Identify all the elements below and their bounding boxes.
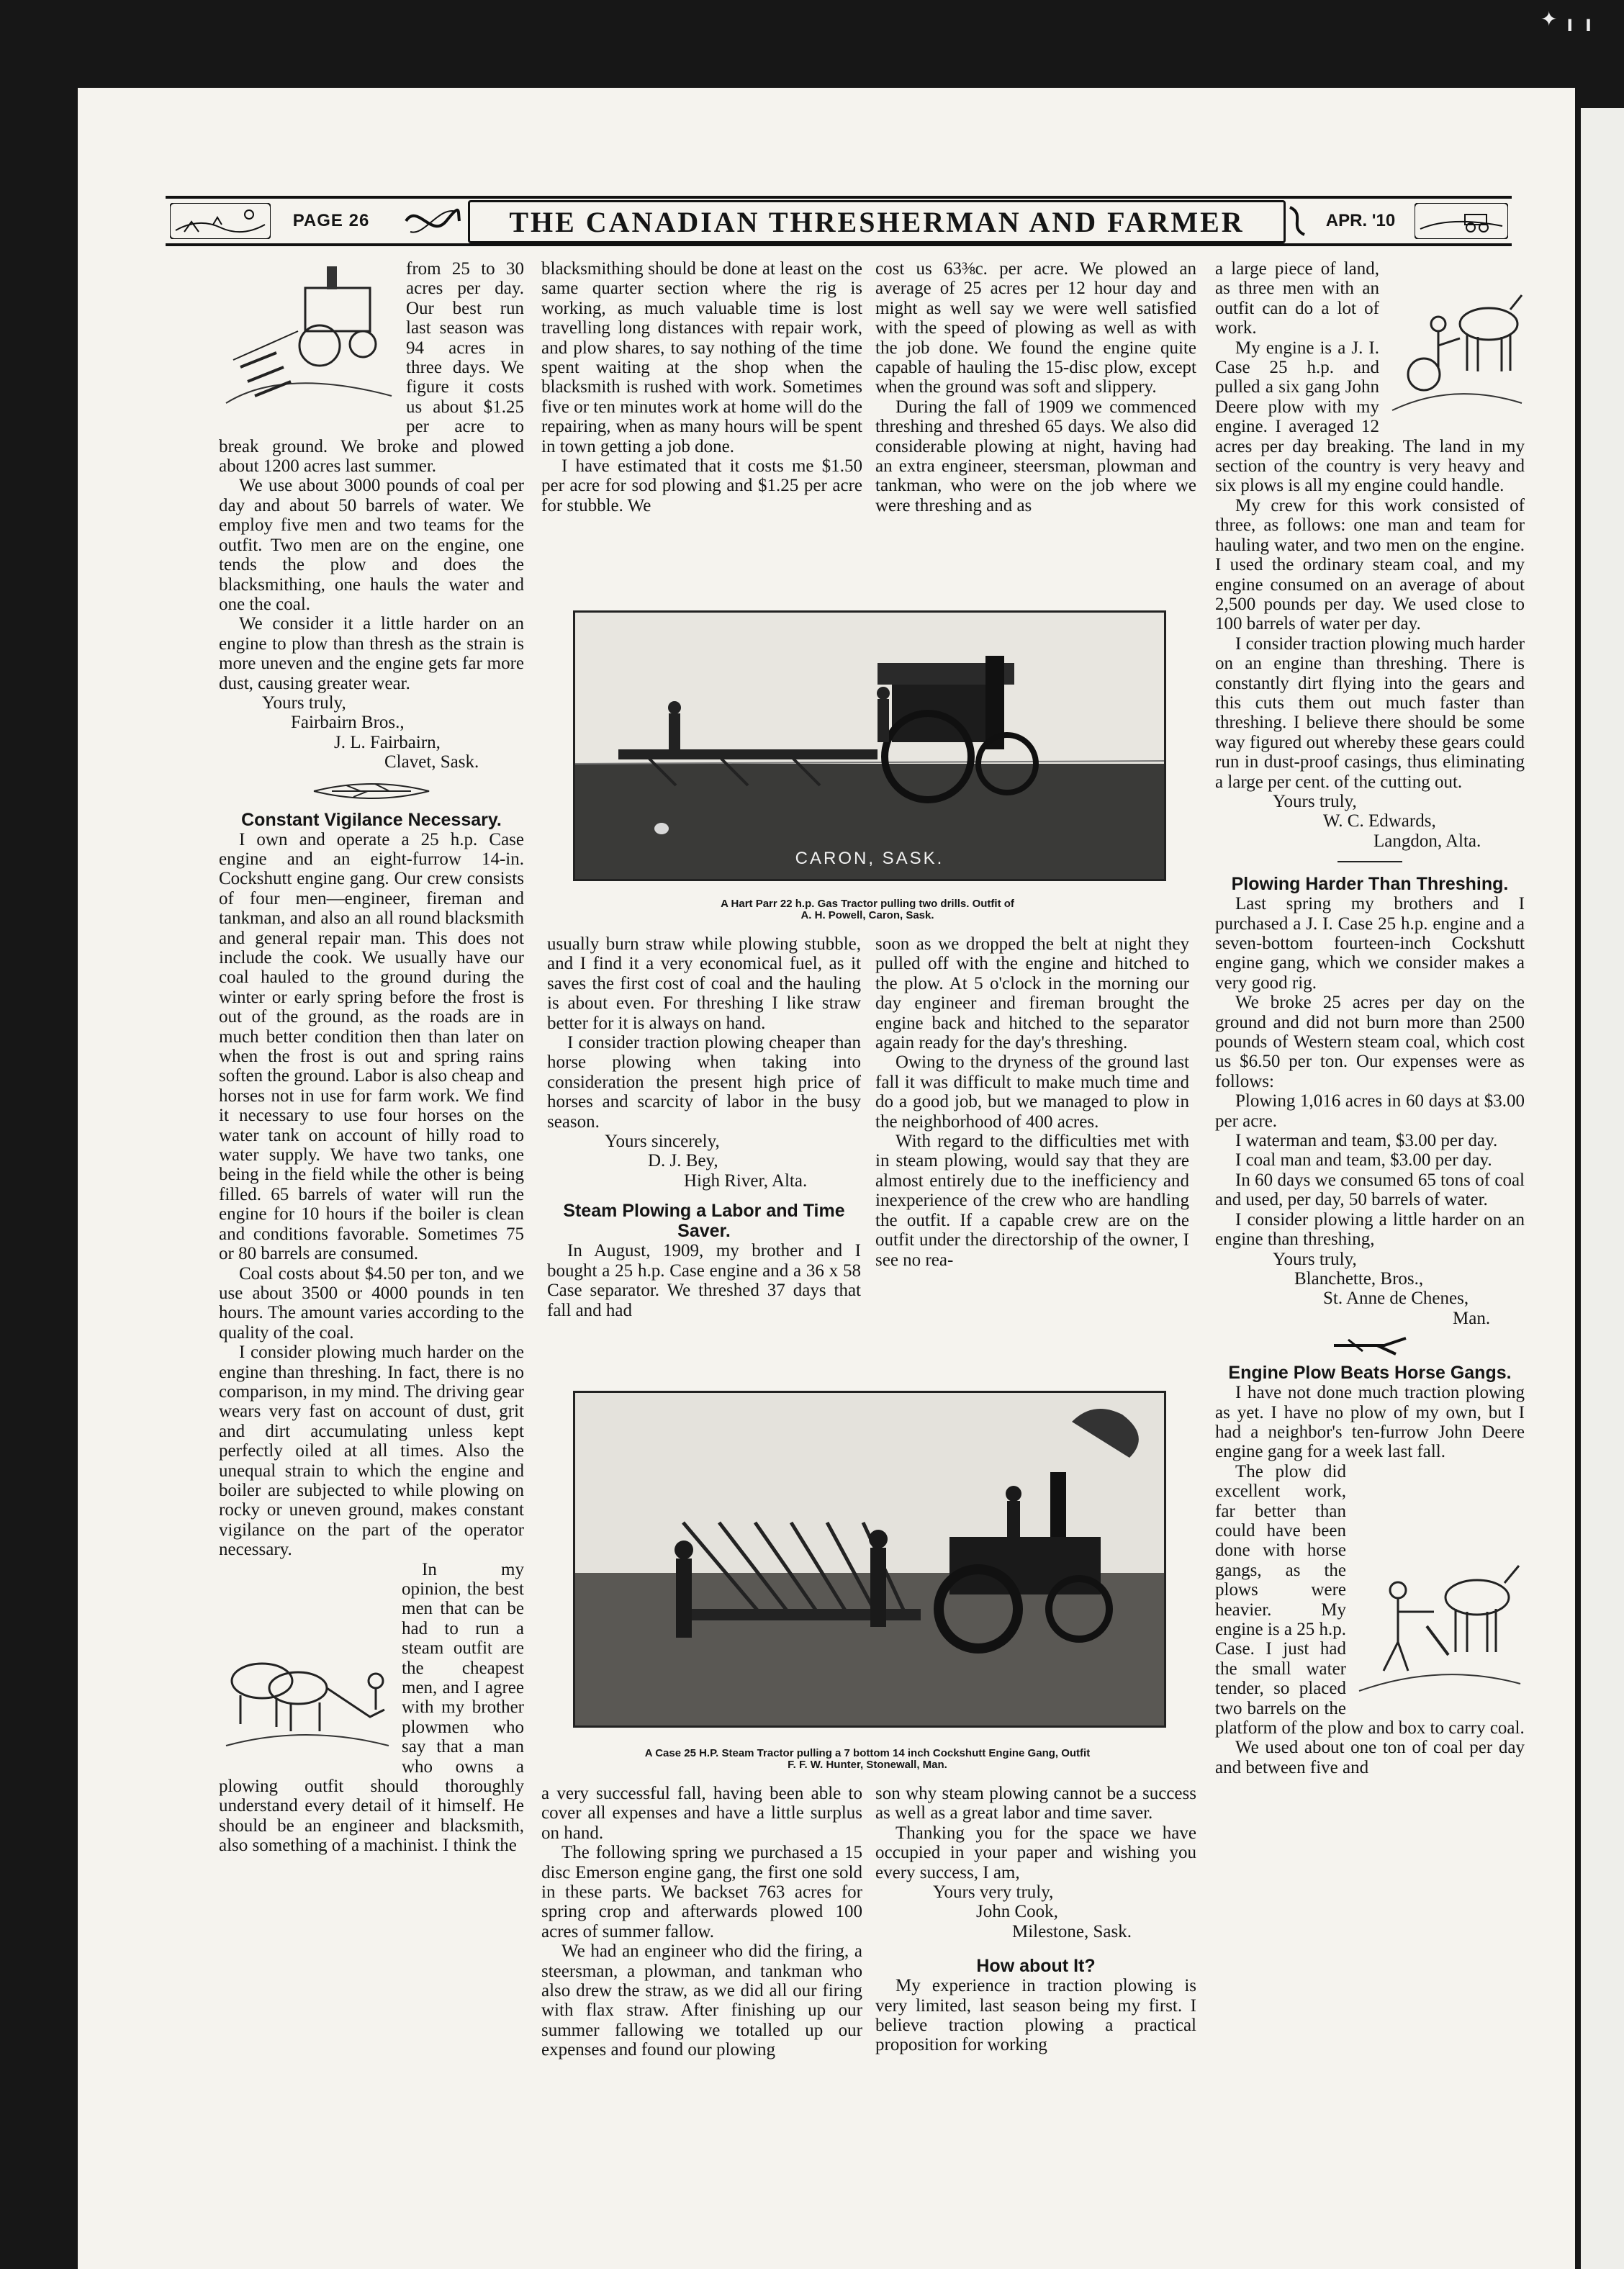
page-header-banner [166,196,1512,246]
horse-plow-sketch [219,1638,393,1759]
col4-p14: We used about one ton of coal per day and between five and [1215,1738,1525,1777]
col2-bot-p1: a very successful fall, having been able to cover all expenses and have a little surplus on hand. [541,1784,862,1843]
col2-top-p1: blacksmithing should be done at least on the same quarter section where the rig is working, as much valuable time is lost travelling long distances with repair work, and plow shares, to say nothing of the time spent waiting at the shop when the blacksmith is rushed with work. Sometimes five or ten minutes work at home will do the repairing, when as many hours will be spent in town getting a job done. [541,259,862,456]
heading-engine-plow-beats: Engine Plow Beats Horse Gangs. [1228,1363,1512,1384]
col3-bot-signature-1: Yours very truly, [933,1882,1054,1903]
col4-signature-4: Yours truly, [1273,1249,1357,1269]
col4-divider-rule [1337,861,1402,862]
col4-p12: I have not done much traction plowing as yet. I have no plow of my own, but I had a neighbor's ten-furrow John Deere engine gang for a week last fall. [1215,1383,1525,1462]
col4-p7: Plowing 1,016 acres in 60 days at $3.00 per acre. [1215,1091,1525,1131]
column-4 [1215,259,1525,2160]
col2-top-p2: I have estimated that it costs me $1.50 per acre for sod plowing and $1.25 per acre for stubble. We [541,456,862,515]
col1-p7-text: In my opinion, the best men that can be had to run a steam outfit are the cheapest men, and I agree with my brother plowmen who say that a man who owns a plowing outfit should thoroughly understand every detail of it himself. He should be an engineer and blacksmith, also something of a machinist. I think the [219,1559,524,1856]
col2-mid-signature-1: Yours sincerely, [605,1132,720,1152]
col1-signature-2: Fairbairn Bros., [291,713,405,733]
header-left-farm-vignette [170,203,271,239]
col4-p11: I consider plowing a little harder on an engine than threshing, [1215,1209,1525,1250]
wheat-divider-ornament [310,777,433,806]
col2-bot-p2: The following spring we purchased a 15 disc Emerson engine gang, the first one sold in these parts. We backset 763 acres for spring crop and afterwards plowed 100 acres of summer fallow. [541,1843,862,1941]
col4-p1: a large piece of land, as three men with an outfit can do a lot of work. [1215,259,1379,338]
col1-p7 [219,1560,524,1856]
steam-plow-sketch [219,259,397,423]
col2-mid-p3: In August, 1909, my brother and I bought a 25 h.p. Case engine and a 36 x 58 Case separator. We threshed 37 days that fall and had [547,1241,861,1320]
col4-p5: Last spring my brothers and I purchased a J. I. Case 25 h.p. engine and a seven-bottom fourteen-inch Cockshutt engine gang, which we consider makes a very good rig. [1215,894,1525,993]
col1-p5: Coal costs about $4.50 per ton, and we use about 3500 or 4000 pounds in ten hours. The amount varies according to the quality of the coal. [219,1263,524,1343]
col3-mid-p3: With regard to the difficulties met with in steam plowing, would say that they are almost entirely due to the inefficiency and inexperience of the crew who are handling the outfit. If a capable crew are on the outfit under the directorship of the owner, I see no rea- [875,1132,1189,1270]
col4-signature-3: Langdon, Alta. [1373,831,1481,851]
heading-steam-plowing: Steam Plowing a Labor and Time Saver. [563,1201,845,1242]
col4-p9: I coal man and team, $3.00 per day. [1235,1150,1492,1170]
col2-mid-signature-2: D. J. Bey, [648,1151,718,1171]
col4-p13 [1215,1462,1525,1738]
adjacent-page-edge [1581,108,1624,2269]
col4-p13-text: The plow did excellent work, far better than could have been done with horse gangs, as the plows were heavier. My engine is a 25 h.p. Case. I just had the small water tender, so placed two barrels on the platform of the plow and box to carry coal. [1215,1461,1525,1738]
col4-signature-5: Blanchette, Bros., [1294,1268,1424,1289]
farmer-horse-plow-sketch [1355,1540,1525,1701]
horse-team-plow-sketch [1388,259,1525,423]
header-right-farm-vignette [1415,203,1508,239]
col3-top-p2: During the fall of 1909 we commenced threshing and threshed 65 days. We also did considerable plowing at night, having had an extra engineer, steersman, plowman and tankman, who were on the job where we were threshing and as [875,397,1196,515]
col1-signature-3: J. L. Fairbairn, [334,732,441,752]
column-2-bottom [541,1784,862,2115]
col4-signature-2: W. C. Edwards, [1323,811,1436,831]
col1-p1: from 25 to 30 acres per day. Our best run last season was 94 acres in three days. We figure it costs us about $1.25 per acre to break ground. We broke and plowed about 1200 acres last summer. [219,259,524,477]
col3-bot-p1: son why steam plowing cannot be a success as well as a great labor and time saver. [875,1784,1196,1823]
header-left-scroll-ornament [403,203,461,239]
col3-bot-signature-2: John Cook, [976,1902,1058,1922]
photo1-caption-line2: A. H. Powell, Caron, Sask. [800,909,934,921]
col4-p2: My engine is a J. I. Case 25 h.p. and pulled a six gang John Deere plow with my engine. I averaged 12 acres per day breaking. The land in my section of the country is very heavy and six plows is all my engine could handle. [1215,338,1525,496]
col3-bot-signature-3: Milestone, Sask. [1012,1921,1132,1941]
photo-case-steam-tractor [573,1391,1166,1728]
col4-signature-7: Man. [1453,1308,1491,1328]
tractor-photo-illustration [575,613,1164,879]
col4-p6: We broke 25 acres per day on the ground and did not burn more than 2500 pounds of Western steam coal, which cost us $6.50 per ton. Our expenses were as follows: [1215,993,1525,1091]
photo-hart-parr-tractor [573,610,1166,881]
col3-mid-p2: Owing to the dryness of the ground last fall it was difficult to make much time and do a good job, but we managed to plow in the neighborhood of 400 acres. [875,1052,1189,1132]
page-number-label: PAGE 26 [292,211,370,230]
column-2-top [541,259,862,590]
col1-p3: We consider it a little harder on an engine to plow than thresh as the strain is more uneven and the engine gets far more dust, causing greater wear. [219,614,524,693]
column-3-top [875,259,1196,590]
col2-mid-p2: I consider traction plowing cheaper than horse plowing when taking into consideration the present high price of horses and scarcity of labor in the busy season. [547,1033,861,1132]
col1-p6: I consider plowing much harder on the engine than threshing. In fact, there is no comparison, in my mind. The driving gear wears very fast on account of dust, grit and dirt accumulating unless kept perfectly oiled at all times. Also the unequal strain to which the engine and boiler are subjected to while plowing on rocky or uneven ground, makes constant vigilance on the part of the operator necessary. [219,1343,524,1560]
col1-p2: We use about 3000 pounds of coal per day and about 50 barrels of water. We employ five men and two teams for the outfit. Two men are on the engine, one tends the plow and does the blacksmithing, one hauls the water and one the coal. [219,476,524,614]
photo1-caption-line1: A Hart Parr 22 h.p. Gas Tractor pulling two drills. Outfit of [721,898,1014,910]
steam-tractor-photo-illustration [575,1393,1164,1726]
col4-signature-6: St. Anne de Chenes, [1323,1289,1469,1309]
col4-signature-1: Yours truly, [1273,791,1357,811]
col3-bot-p3: My experience in traction plowing is very limited, last season being my first. I believe traction plowing a practical proposition for working [875,1976,1196,2055]
col1-signature-1: Yours truly, [262,693,346,713]
heading-how-about-it: How about It? [976,1956,1096,1977]
col2-mid-signature-3: High River, Alta. [684,1170,808,1191]
heading-plowing-harder: Plowing Harder Than Threshing. [1231,874,1509,895]
col3-bot-p2: Thanking you for the space we have occupied in your paper and wishing you every success, I am, [875,1823,1196,1882]
column-3-bottom [875,1784,1196,2115]
col1-p4: I own and operate a 25 h.p. Case engine and an eight-furrow 14-in. Cockshutt engine gang. Our crew consists of four men—engineer, fireman and tankman, and also an all round blacksmith and general repair man. This does not include the cook. We usually have our coal hauled to the ground during the winter or early spring before the frost is out of the ground, as the roads are in much better condition then than later on when the frost is out and spring rains soften the ground. Labor is also cheap and horses not in use for farm work. We find it necessary to use four horses on the water tank on account of hilly road to water supply. We have two tanks, one being in the field while the other is being filled. 65 barrels of water will run the engine for 10 hours if the boiler is clean and conditions favorable. Sometimes 75 or 80 barrels are consumed. [219,829,524,1264]
photo2-caption-line1: A Case 25 H.P. Steam Tractor pulling a 7 bottom 14 inch Cockshutt Engine Gang, Outfit [644,1747,1091,1759]
scan-edge-marks: ✦ ╻ ╻ [1540,7,1594,31]
column-3-middle [875,934,1189,1366]
col4-p4: I consider traction plowing much harder on an engine than threshing. There is constantly dirt flying into the gears and this cuts them out much faster than threshing. I believe there should be some way figured out whereby these gears could run in dust-proof casings, thus eliminating a large per cent. of the cutting out. [1215,633,1525,792]
photo2-caption-line2: F. F. W. Hunter, Stonewall, Man. [788,1759,947,1771]
heading-constant-vigilance: Constant Vigilance Necessary. [241,809,502,830]
col3-top-p1: cost us 63⅜c. per acre. We plowed an average of 25 acres per 12 hour day and might as well say we were well satisfied with the speed of plowing as well as with the job done. We found the engine quite capable of hauling the 15-disc plow, except when the ground was soft and slippery. [875,259,1196,397]
photo1-location-label: CARON, SASK. [795,849,944,868]
col2-bot-p3: We had an engineer who did the firing, a steersman, a plowman, and tankman who also drew the straw, as we did all our firing with flax straw. After finishing up our summer fallowing we totalled up our expenses and found our plowing [541,1941,862,2060]
col2-mid-p1: usually burn straw while plowing stubble, and I find it a very economical fuel, as it saves the first cost of coal and the hauling is about even. For threshing I like straw better for it is always on hand. [547,934,861,1033]
col3-mid-p1: soon as we dropped the belt at night they pulled off with the engine and hitched to the plow. At 5 o'clock in the morning our day engineer and fireman brought the engine back and hitched to the separator again ready for the day's threshing. [875,934,1189,1053]
col4-p10: In 60 days we consumed 65 tons of coal and used, per day, 50 barrels of water. [1215,1170,1525,1210]
plow-divider-ornament [1327,1332,1413,1358]
column-2-middle [547,934,861,1366]
col4-p3: My crew for this work consisted of three, as follows: one man and team for hauling water, and two men on the engine. I used the ordinary steam coal, and my engine consumed on an average of about 2,500 pounds per day. We used close to 100 barrels of water per day. [1215,495,1525,634]
masthead-title: THE CANADIAN THRESHERMAN AND FARMER [468,200,1286,243]
col4-p8: I waterman and team, $3.00 per day. [1235,1131,1498,1151]
col1-signature-4: Clavet, Sask. [384,752,479,772]
header-right-scroll-ornament [1287,203,1309,239]
column-1 [219,259,524,2131]
issue-date-label: APR. '10 [1325,211,1396,230]
